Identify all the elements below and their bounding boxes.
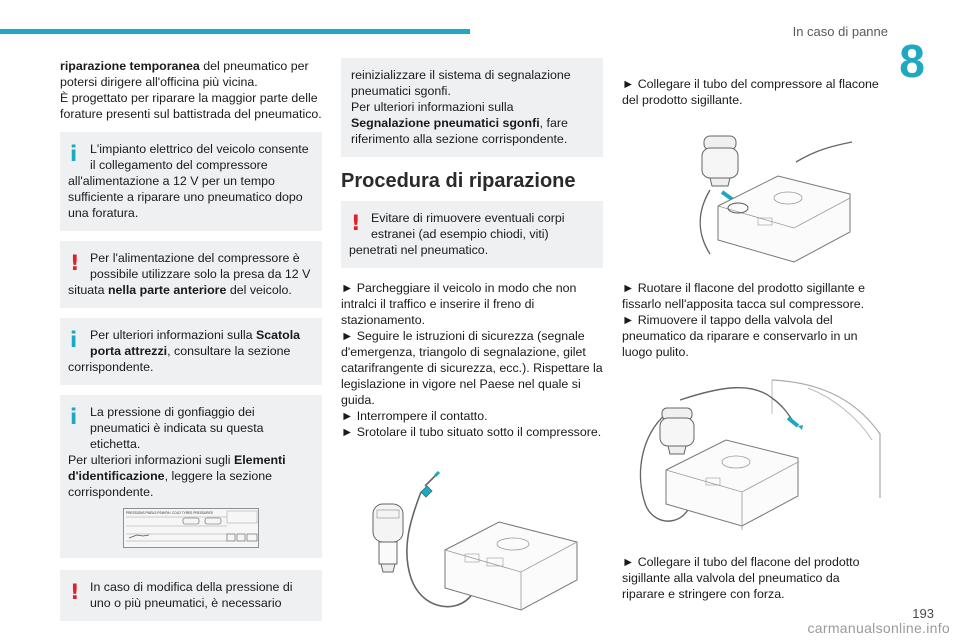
info-box-power bbox=[60, 132, 322, 231]
step-ignition-off: ► Interrompere il contatto. bbox=[341, 409, 488, 423]
warning-box-socket-rest-b: del veicolo. bbox=[226, 283, 292, 297]
section-title: In caso di panne bbox=[792, 24, 888, 39]
column-3 bbox=[622, 76, 884, 602]
figure-connect-valve bbox=[622, 374, 884, 544]
procedure-heading: Procedura di riparazione bbox=[341, 170, 576, 192]
page-number: 193 bbox=[912, 606, 934, 621]
info-box-pressure-label bbox=[60, 395, 322, 558]
header-accent-bar bbox=[0, 29, 470, 34]
step-safety: ► Seguire le istruzioni di sicurezza (segnale d'emergenza, triangolo di segnalazione, gilet catarifrangente di sicurezza, ecc.). Rispettare la legislazione in vigore nel Paese nel quale si guida. bbox=[341, 329, 603, 407]
warning-box-socket-bold: nella parte anteriore bbox=[107, 283, 227, 297]
intro-paragraph bbox=[60, 58, 322, 90]
sealant-bottle-connection-illustration bbox=[676, 120, 856, 270]
step-unroll-hose: ► Srotolare il tubo situato sotto il compressore. bbox=[341, 425, 602, 439]
intro-line-2: È progettato per riparare la maggior parte delle forature presenti sul battistrada del pneumatico. bbox=[60, 91, 322, 121]
step-rotate-bottle: ► Ruotare il flacone del prodotto sigillante e fissarlo nell'apposita tacca sul compressore. bbox=[622, 281, 866, 311]
info-box-toolbox bbox=[60, 318, 322, 385]
pressure-rest-b: , leggere la sezione corrispondente. bbox=[68, 469, 273, 499]
info-box-toolbox-rest: corrispondente. bbox=[68, 360, 154, 374]
compressor-hose-illustration bbox=[341, 458, 603, 626]
pressure-rest-a: Per ulteriori informazioni sugli bbox=[68, 453, 234, 467]
intro-rest: del pneumatico per potersi dirigere all'officina più vicina. bbox=[60, 59, 309, 89]
chapter-number: 8 bbox=[899, 35, 925, 87]
pressure-rest-bold: Elementi d'identificazione bbox=[68, 453, 286, 483]
figure-connect-bottle bbox=[676, 120, 884, 270]
warning-box-continued bbox=[341, 58, 603, 157]
toolbox-lead-bold: Scatola porta attrezzi bbox=[90, 328, 301, 358]
step-connect-valve: ► Collegare il tubo del flacone del prodotto sigillante alla valvola del pneumatico da riparare e stringere con forza. bbox=[622, 555, 860, 601]
warning-box-socket-lead: Per l'alimentazione del compressore è possibile utilizzare solo la presa da 12 V bbox=[90, 251, 311, 281]
warning-box-foreign-objects bbox=[341, 201, 603, 268]
step-park: ► Parcheggiare il veicolo in modo che non intralci il traffico e inserire il freno di stazionamento. bbox=[341, 281, 577, 327]
info-box-power-lead: L'impianto elettrico del veicolo consente il collegamento del compressore bbox=[90, 142, 309, 172]
info-icon: i bbox=[70, 328, 78, 352]
warning-foreign-lead: Evitare di rimuovere eventuali corpi estranei (ad esempio chiodi, viti) bbox=[371, 211, 565, 241]
box-continued-text-2 bbox=[351, 99, 595, 147]
step-remove-valve-cap: ► Rimuovere il tappo della valvola del pneumatico da riparare e conservarlo in un luogo pulito. bbox=[622, 313, 858, 359]
warning-box-socket bbox=[60, 241, 322, 308]
intro-bold: riparazione temporanea bbox=[60, 59, 200, 73]
warning-icon: ! bbox=[351, 211, 361, 235]
watermark: carmanualsonline.info bbox=[807, 620, 950, 636]
warning-box-pressure-change-lead: In caso di modifica della pressione di uno o più pneumatici, è necessario bbox=[90, 580, 293, 610]
warning-foreign-rest: penetrati nel pneumatico. bbox=[349, 243, 489, 257]
info-box-pressure-lead: La pressione di gonfiaggio dei pneumatici è indicata su questa etichetta. bbox=[90, 405, 264, 451]
valve-connection-illustration bbox=[622, 374, 884, 544]
step-connect-compressor-hose: ► Collegare il tubo del compressore al flacone del prodotto sigillante. bbox=[622, 77, 879, 107]
column-1 bbox=[60, 58, 322, 621]
info-box-power-rest: all'alimentazione a 12 V per un tempo sufficiente a riparare uno pneumatico dopo una foratura. bbox=[68, 174, 303, 220]
column-2 bbox=[341, 58, 603, 636]
info-box-toolbox-lead bbox=[68, 327, 314, 359]
toolbox-lead-a: Per ulteriori informazioni sulla bbox=[90, 328, 256, 342]
warning-box-socket-rest-a: situata bbox=[68, 283, 108, 297]
warning-icon: ! bbox=[70, 251, 80, 275]
warning-icon: ! bbox=[70, 580, 80, 604]
box-continued-c: , fare riferimento alla sezione corrispondente. bbox=[351, 116, 568, 146]
box-continued-b: Per ulteriori informazioni sulla bbox=[351, 100, 514, 114]
info-icon: i bbox=[70, 405, 78, 429]
toolbox-lead-b: , consultare la sezione bbox=[167, 344, 291, 358]
tyre-pressure-label-figure bbox=[123, 508, 259, 548]
box-continued-bold: Segnalazione pneumatici sgonfi bbox=[351, 116, 540, 130]
box-continued-text: reinizializzare il sistema di segnalazione pneumatici sgonfi. bbox=[351, 68, 571, 98]
figure-unroll-hose bbox=[341, 458, 603, 626]
tyre-label-text: PRESSIONS PNEUS PSI/KPA / COLD TYRES PRESSURES bbox=[126, 511, 213, 515]
warning-box-pressure-change bbox=[60, 570, 322, 621]
tyre-pressure-label-illustration bbox=[123, 508, 259, 548]
info-icon: i bbox=[70, 142, 78, 166]
